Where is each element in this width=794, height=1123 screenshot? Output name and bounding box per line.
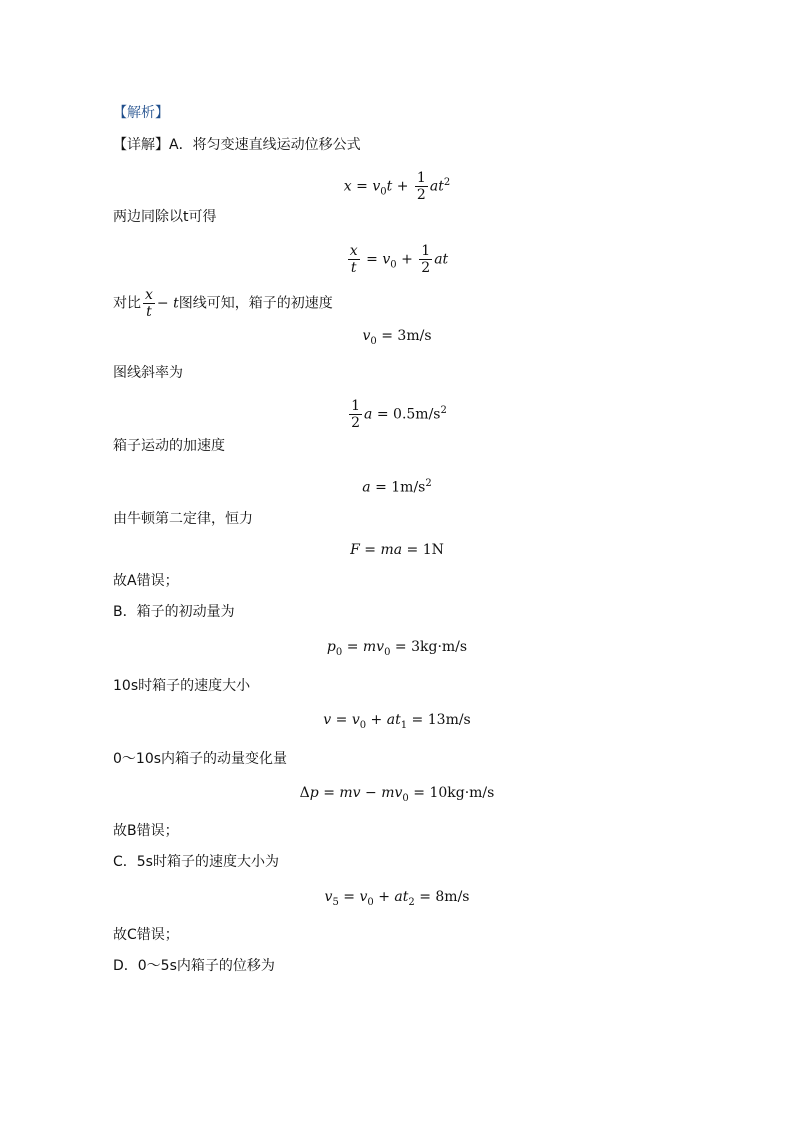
compare-prefix: 对比 [113,295,141,312]
equation-displacement: $x = v_0t$ + $\frac{1}{2}$ $at^2$ [343,170,451,203]
equation-force: F = ma = 1N [350,542,444,558]
dp-value: 10kg·m/s [429,785,495,801]
detail-label: 【详解】 [113,137,169,153]
a-value: 1m/s [391,479,426,496]
half-a-value: 0.5m/s [393,406,441,423]
accel-label-text: 箱子运动的加速度 [113,438,225,454]
momentum-change-text: 0～10s内箱子的动量变化量 [113,751,288,767]
v5-value: 8m/s [435,889,470,905]
detail-line [113,136,361,154]
a-wrong-text: 故A错误； [113,573,179,589]
slope-text: 图线斜率为 [113,365,183,381]
equation-v: $v = v_0 + at_1 = 13m/s$ [323,712,471,731]
equation-v0: $v_0 = 3m/s$ [362,328,432,347]
section-heading: 【解析】 [113,105,169,121]
divide-t-text: 两边同除以t可得 [113,209,217,225]
speed-10s-text: 10s时箱子的速度大小 [113,678,251,694]
d-intro-text: D．0～5s内箱子的位移为 [113,958,275,974]
v0-value: 3m/s [397,328,432,344]
c-intro-text: C．5s时箱子的速度大小为 [113,854,279,870]
equation-x-over-t: $\frac{x}{t}$ = $v_0$ + $\frac{1}{2}$ at [349,243,449,276]
equation-v5: $v_5 = v_0 + at_2 = 8m/s$ [324,889,470,908]
newton-text: 由牛顿第二定律，恒力 [113,511,253,527]
equation-p0: $p_0 = mv_0 = 3kg\cdot m/s$ [326,639,468,658]
compare-line: 对比 $\frac{x}{t}$ − t图线可知，箱子的初速度 [113,287,333,320]
p0-value: 3kg·m/s [411,639,468,655]
b-wrong-text: 故B错误； [113,823,179,839]
v-value: 13m/s [427,712,471,728]
F-value: 1N [422,542,444,558]
equation-dp: Δp = mv − $mv_0 = 10kg\cdot m/s$ [299,785,495,804]
a-intro-text: A．将匀变速直线运动位移公式 [169,137,361,153]
compare-suffix: 图线可知，箱子的初速度 [178,295,333,312]
b-intro-text: B．箱子的初动量为 [113,604,235,620]
equation-a: $a = 1m/s^2$ [362,478,432,496]
c-wrong-text: 故C错误； [113,927,179,943]
equation-half-a: $\frac{1}{2}$ $a = 0.5m/s^2$ [351,398,447,431]
